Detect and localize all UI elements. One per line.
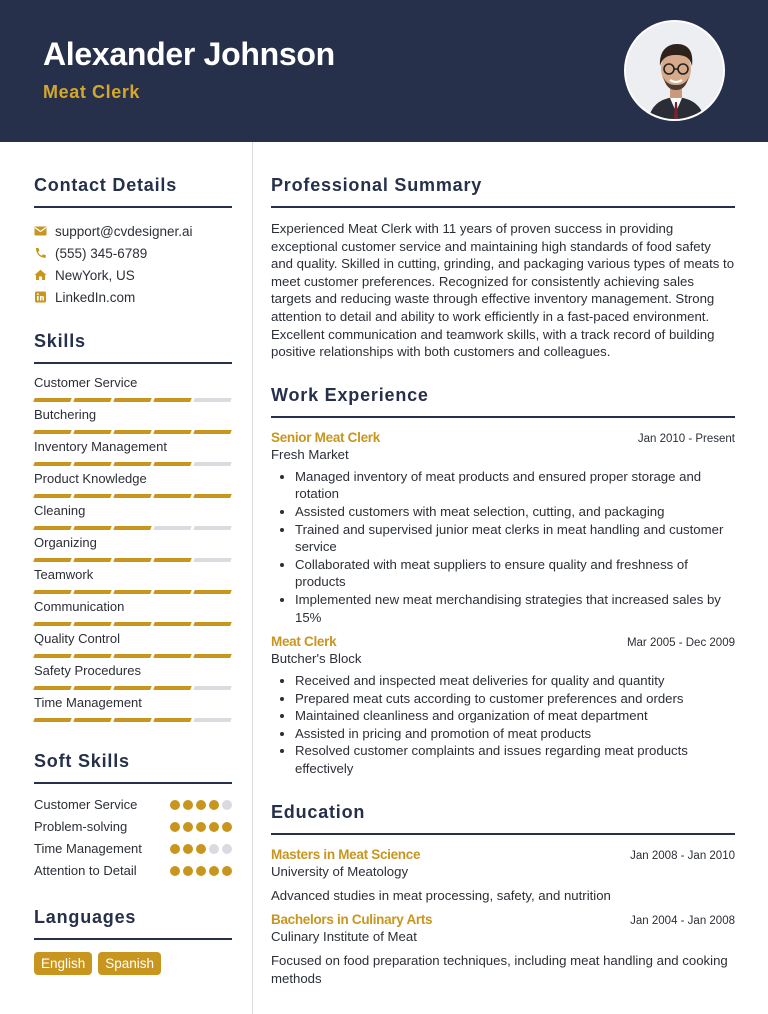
rating-dot: [222, 844, 232, 854]
job-bullet: • Resolved customer complaints and issues regarding meat products effectively: [295, 742, 735, 777]
rating-segment: [193, 398, 231, 402]
rating-segment: [153, 590, 191, 594]
skill-item: [34, 439, 232, 471]
contact-email-text: support@cvdesigner.ai: [55, 223, 193, 239]
skill-item: [34, 599, 232, 631]
skill-rating-bar: [34, 686, 232, 690]
skill-rating-bar: [34, 462, 232, 466]
job-bullet: • Prepared meat cuts according to customer preferences and orders: [295, 690, 735, 708]
job-bullet: • Assisted customers with meat selection, cutting, and packaging: [295, 503, 735, 521]
rating-segment: [113, 718, 151, 722]
job-bullet: • Collaborated with meat suppliers to ensure quality and freshness of products: [295, 556, 735, 591]
education-entry: [271, 912, 735, 987]
job-dates: Jan 2010 - Present: [637, 432, 735, 445]
rating-segment: [113, 622, 151, 626]
soft-skill-label: Problem-solving: [34, 819, 128, 834]
rating-dot: [170, 822, 180, 832]
rating-segment: [193, 622, 231, 626]
rating-segment: [73, 654, 111, 658]
contact-heading: Contact Details: [34, 175, 178, 195]
education-section: [271, 802, 735, 988]
rating-segment: [73, 622, 111, 626]
rating-segment: [153, 462, 191, 466]
summary-section: [271, 175, 735, 361]
phone-icon: [34, 247, 47, 259]
skill-label: Time Management: [34, 695, 142, 710]
rating-dot: [196, 822, 206, 832]
rating-segment: [193, 686, 231, 690]
education-heading: Education: [271, 801, 366, 822]
languages-section: [34, 907, 232, 975]
experience-heading: Work Experience: [271, 384, 429, 405]
rating-segment: [73, 430, 111, 434]
skill-label: Customer Service: [34, 375, 138, 390]
rating-segment: [33, 590, 71, 594]
skill-item: [34, 695, 232, 727]
contact-phone[interactable]: [34, 242, 232, 264]
languages-heading: Languages: [34, 907, 137, 927]
skill-label: Teamwork: [34, 567, 94, 582]
rating-segment: [193, 558, 231, 562]
rating-segment: [193, 430, 231, 434]
contact-linkedin[interactable]: [34, 286, 232, 308]
contact-email[interactable]: [34, 220, 232, 242]
rating-segment: [73, 686, 111, 690]
section-rule: [34, 362, 232, 364]
rating-dot: [183, 844, 193, 854]
rating-segment: [153, 622, 191, 626]
job-company: Butcher's Block: [271, 651, 362, 667]
rating-segment: [113, 430, 151, 434]
right-column: [271, 142, 735, 987]
rating-segment: [33, 462, 71, 466]
skill-label: Inventory Management: [34, 439, 167, 454]
rating-dot: [183, 822, 193, 832]
education-dates: Jan 2008 - Jan 2010: [630, 849, 735, 862]
rating-segment: [113, 590, 151, 594]
rating-segment: [33, 686, 71, 690]
school-name: Culinary Institute of Meat: [271, 929, 417, 945]
rating-segment: [73, 590, 111, 594]
skill-item: [34, 471, 232, 503]
soft-skill-item: [34, 840, 232, 858]
rating-dot: [170, 800, 180, 810]
rating-segment: [153, 526, 191, 530]
skill-label: Safety Procedures: [34, 663, 141, 678]
job-dates: Mar 2005 - Dec 2009: [626, 637, 735, 650]
rating-segment: [33, 654, 71, 658]
skill-label: Organizing: [34, 535, 97, 550]
job-bullet: • Assisted in pricing and promotion of meat products: [295, 725, 735, 743]
job-bullet: • Managed inventory of meat products and ensured proper storage and rotation: [295, 468, 735, 503]
rating-segment: [153, 430, 191, 434]
soft-skill-label: Attention to Detail: [34, 863, 137, 878]
profile-photo: [624, 20, 725, 121]
degree-title: Masters in Meat Science: [271, 846, 421, 862]
section-rule: [34, 782, 232, 784]
skill-label: Product Knowledge: [34, 471, 147, 486]
skill-item: [34, 567, 232, 599]
rating-segment: [73, 494, 111, 498]
rating-segment: [33, 558, 71, 562]
rating-dot: [170, 866, 180, 876]
rating-segment: [193, 526, 231, 530]
education-dates: Jan 2004 - Jan 2008: [630, 915, 735, 928]
rating-segment: [153, 398, 191, 402]
skill-label: Quality Control: [34, 631, 120, 646]
skill-rating-bar: [34, 718, 232, 722]
rating-dot: [222, 800, 232, 810]
job-entry: [271, 430, 735, 626]
rating-segment: [193, 654, 231, 658]
rating-segment: [73, 718, 111, 722]
skill-label: Communication: [34, 599, 125, 614]
rating-segment: [113, 494, 151, 498]
job-role: Meat Clerk: [271, 634, 337, 650]
skill-rating-bar: [34, 398, 232, 402]
envelope-icon: [34, 225, 47, 237]
language-tag: English: [34, 952, 92, 975]
rating-segment: [153, 718, 191, 722]
rating-segment: [33, 718, 71, 722]
contact-location: [34, 264, 232, 286]
rating-segment: [113, 558, 151, 562]
job-bullets: [295, 468, 735, 626]
skill-rating-bar: [34, 430, 232, 434]
rating-dot: [196, 866, 206, 876]
section-rule: [34, 206, 232, 208]
candidate-title: Meat Clerk: [43, 82, 141, 102]
soft-skill-rating: [170, 840, 232, 858]
rating-segment: [113, 398, 151, 402]
skill-item: [34, 503, 232, 535]
column-divider: [252, 142, 253, 1014]
soft-skill-label: Time Management: [34, 841, 142, 856]
rating-segment: [153, 654, 191, 658]
job-bullet: • Maintained cleanliness and organization of meat department: [295, 707, 735, 725]
section-rule: [271, 206, 735, 208]
skill-label: Cleaning: [34, 503, 86, 518]
left-column: [34, 142, 232, 975]
rating-segment: [153, 686, 191, 690]
section-rule: [34, 938, 232, 940]
candidate-name: Alexander Johnson: [43, 36, 335, 72]
rating-segment: [113, 526, 151, 530]
rating-segment: [193, 590, 231, 594]
contact-phone-text: (555) 345-6789: [55, 245, 148, 261]
rating-dot: [222, 866, 232, 876]
education-description: Focused on food preparation techniques, including meat handling and cooking methods: [271, 953, 728, 986]
rating-segment: [193, 462, 231, 466]
skills-section: [34, 331, 232, 727]
soft-skill-rating: [170, 818, 232, 836]
skill-item: [34, 407, 232, 439]
linkedin-icon: [34, 291, 47, 303]
education-description: Advanced studies in meat processing, safety, and nutrition: [271, 887, 611, 903]
education-entry: [271, 847, 735, 905]
soft-skill-item: [34, 818, 232, 836]
experience-section: [271, 385, 735, 778]
job-entry: [271, 634, 735, 778]
home-icon: [34, 269, 47, 281]
job-bullet: • Received and inspected meat deliveries for quality and quantity: [295, 672, 735, 690]
rating-segment: [73, 558, 111, 562]
soft-skills-heading: Soft Skills: [34, 751, 130, 771]
summary-text: Experienced Meat Clerk with 11 years of proven success in providing exceptional customer service and maintaining high standards of food safety and quality. Skilled in cutting, grinding, and packaging various types of meats to meet customer preferences. Recognized for consistently achieving sales targets and reducing waste through effective inventory management. Strong attention to detail and ability to work efficiently in a fast-paced environment. Excellent communication and teamwork skills, with a track record of building positive relationships with both customers and colleagues.: [271, 221, 735, 360]
contact-linkedin-text: LinkedIn.com: [55, 289, 136, 305]
person-portrait-icon: [626, 22, 725, 121]
skill-label: Butchering: [34, 407, 97, 422]
skill-item: [34, 375, 232, 407]
rating-dot: [196, 800, 206, 810]
rating-segment: [33, 526, 71, 530]
rating-segment: [193, 494, 231, 498]
rating-segment: [73, 526, 111, 530]
rating-dot: [183, 800, 193, 810]
soft-skill-rating: [170, 862, 232, 880]
rating-segment: [113, 686, 151, 690]
rating-segment: [33, 430, 71, 434]
soft-skill-rating: [170, 796, 232, 814]
rating-segment: [33, 398, 71, 402]
rating-segment: [153, 494, 191, 498]
rating-segment: [113, 462, 151, 466]
school-name: University of Meatology: [271, 863, 409, 879]
soft-skill-label: Customer Service: [34, 797, 138, 812]
soft-skill-item: [34, 862, 232, 880]
skills-heading: Skills: [34, 331, 86, 351]
rating-segment: [153, 558, 191, 562]
rating-segment: [33, 622, 71, 626]
section-rule: [271, 833, 735, 835]
job-bullets: [295, 672, 735, 778]
degree-title: Bachelors in Culinary Arts: [271, 912, 433, 928]
skill-item: [34, 631, 232, 663]
rating-dot: [209, 844, 219, 854]
job-company: Fresh Market: [271, 446, 349, 462]
summary-heading: Professional Summary: [271, 175, 483, 195]
rating-dot: [209, 800, 219, 810]
skill-rating-bar: [34, 558, 232, 562]
skill-rating-bar: [34, 590, 232, 594]
soft-skills-section: [34, 751, 232, 880]
resume-header: [0, 0, 768, 142]
rating-dot: [209, 822, 219, 832]
rating-segment: [73, 462, 111, 466]
skill-item: [34, 663, 232, 695]
section-rule: [271, 416, 735, 418]
rating-dot: [209, 866, 219, 876]
rating-dot: [196, 844, 206, 854]
soft-skill-item: [34, 796, 232, 814]
skill-rating-bar: [34, 494, 232, 498]
rating-segment: [33, 494, 71, 498]
job-bullet: • Trained and supervised junior meat clerks in meat handling and customer service: [295, 521, 735, 556]
job-bullet: • Implemented new meat merchandising strategies that increased sales by 15%: [295, 591, 735, 626]
skill-rating-bar: [34, 654, 232, 658]
rating-dot: [222, 822, 232, 832]
rating-segment: [113, 654, 151, 658]
skill-rating-bar: [34, 526, 232, 530]
rating-segment: [73, 398, 111, 402]
skill-item: [34, 535, 232, 567]
rating-dot: [183, 866, 193, 876]
job-role: Senior Meat Clerk: [271, 429, 380, 445]
contact-section: [34, 175, 232, 308]
contact-location-text: NewYork, US: [55, 267, 135, 283]
rating-dot: [170, 844, 180, 854]
language-tag: Spanish: [98, 952, 161, 975]
rating-segment: [193, 718, 231, 722]
skill-rating-bar: [34, 622, 232, 626]
